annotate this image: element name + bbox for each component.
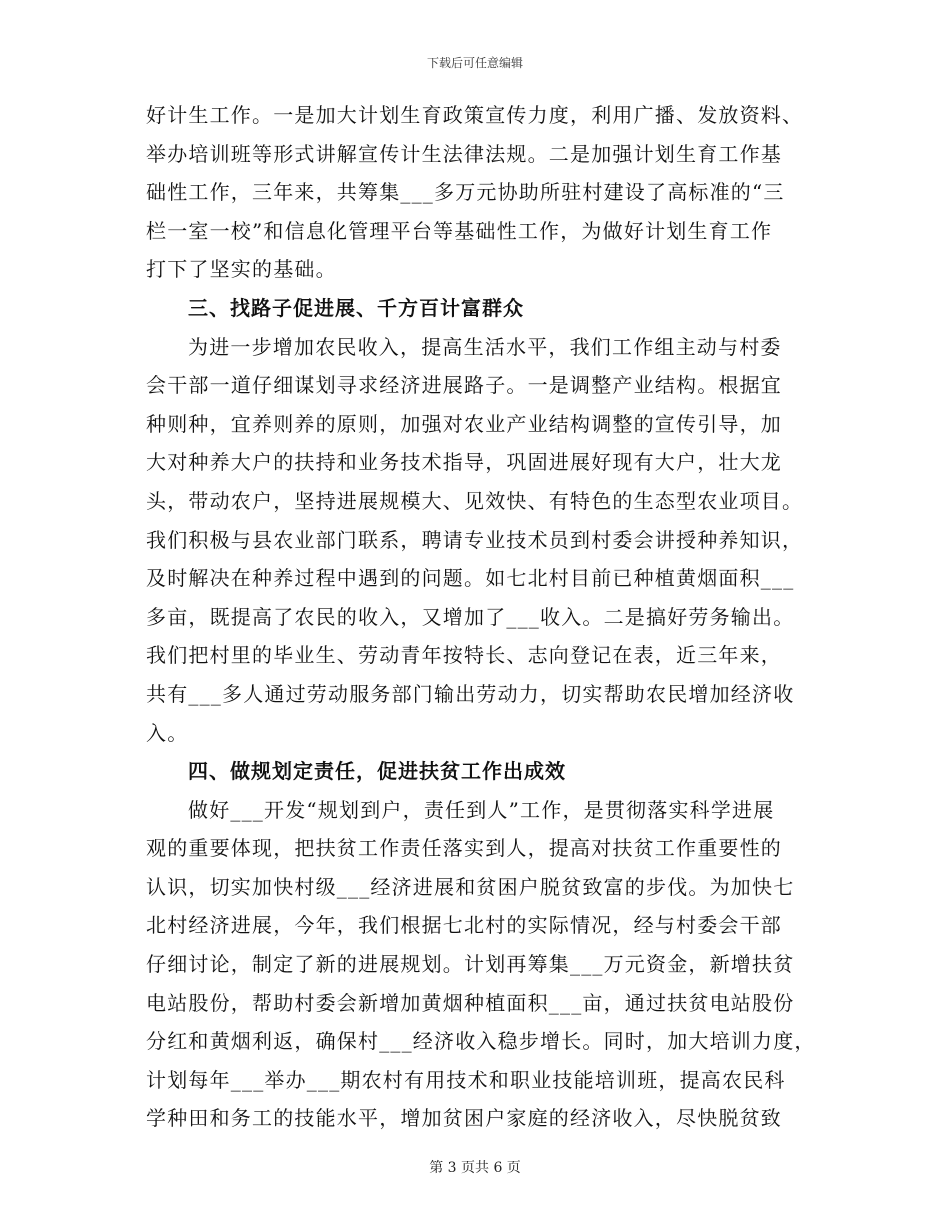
text-line: 举办培训班等形式讲解宣传计生法律法规。二是加强计划生育工作基 bbox=[146, 141, 782, 166]
text-line: 多亩，既提高了农民的收入，又增加了___收入。二是搞好劳务输出。 bbox=[146, 604, 795, 629]
text-line: 我们把村里的毕业生、劳动青年按特长、志向登记在表，近三年来， bbox=[146, 643, 782, 668]
text-line: 计划每年___举办___期农村有用技术和职业技能培训班，提高农民科 bbox=[146, 1067, 786, 1092]
text-line: 电站股份，帮助村委会新增加黄烟种植面积___亩，通过扶贫电站股份 bbox=[146, 990, 795, 1015]
text-line: 共有___多人通过劳动服务部门输出劳动力，切实帮助农民增加经济收 bbox=[146, 681, 795, 706]
text-line: 学种田和务工的技能水平，增加贫困户家庭的经济收入，尽快脱贫致 bbox=[146, 1106, 782, 1131]
text-line: 北村经济进展，今年，我们根据七北村的实际情况，经与村委会干部 bbox=[146, 913, 782, 938]
text-line: 打下了坚实的基础。 bbox=[146, 257, 337, 282]
text-line: 我们积极与县农业部门联系，聘请专业技术员到村委会讲授种养知识， bbox=[146, 527, 804, 552]
text-line: 认识，切实加快村级___经济进展和贫困户脱贫致富的步伐。为加快七 bbox=[146, 874, 795, 899]
text-line: 观的重要体现，把扶贫工作责任落实到人，提高对扶贫工作重要性的 bbox=[146, 836, 782, 861]
text-line: 做好___开发“规划到户，责任到人”工作，是贯彻落实科学进展 bbox=[188, 797, 775, 822]
text-line: 入。 bbox=[146, 720, 189, 745]
text-line: 头，带动农户，坚持进展规模大、见效快、有特色的生态型农业项目。 bbox=[146, 488, 804, 513]
section-heading: 三、找路子促进展、千方百计富群众 bbox=[188, 295, 524, 320]
text-line: 及时解决在种养过程中遇到的问题。如七北村目前已种植黄烟面积___ bbox=[146, 566, 795, 591]
text-line: 栏一室一校”和信息化管理平台等基础性工作，为做好计划生育工作 bbox=[146, 218, 773, 243]
text-line: 仔细讨论，制定了新的进展规划。计划再筹集___万元资金，新增扶贫 bbox=[146, 952, 795, 977]
text-line: 大对种养大户的扶持和业务技术指导，巩固进展好现有大户，壮大龙 bbox=[146, 450, 782, 475]
document-body bbox=[146, 96, 816, 1138]
text-line: 会干部一道仔细谋划寻求经济进展路子。一是调整产业结构。根据宜 bbox=[146, 373, 782, 398]
section-heading: 四、做规划定责任，促进扶贫工作出成效 bbox=[188, 759, 566, 784]
text-line: 为进一步增加农民收入，提高生活水平，我们工作组主动与村委 bbox=[188, 334, 782, 359]
page-footer: 第 3 页共 6 页 bbox=[429, 1160, 521, 1176]
text-line: 好计生工作。一是加大计划生育政策宣传力度，利用广播、发放资料、 bbox=[146, 103, 804, 127]
text-line: 种则种，宜养则养的原则，加强对农业产业结构调整的宣传引导，加 bbox=[146, 411, 782, 436]
text-line: 础性工作，三年来，共筹集___多万元协助所驻村建设了高标准的“三 bbox=[146, 180, 785, 205]
text-line: 分红和黄烟利返，确保村___经济收入稳步增长。同时，加大培训力度， bbox=[146, 1029, 816, 1054]
page-header: 下载后可任意编辑 bbox=[426, 56, 523, 70]
